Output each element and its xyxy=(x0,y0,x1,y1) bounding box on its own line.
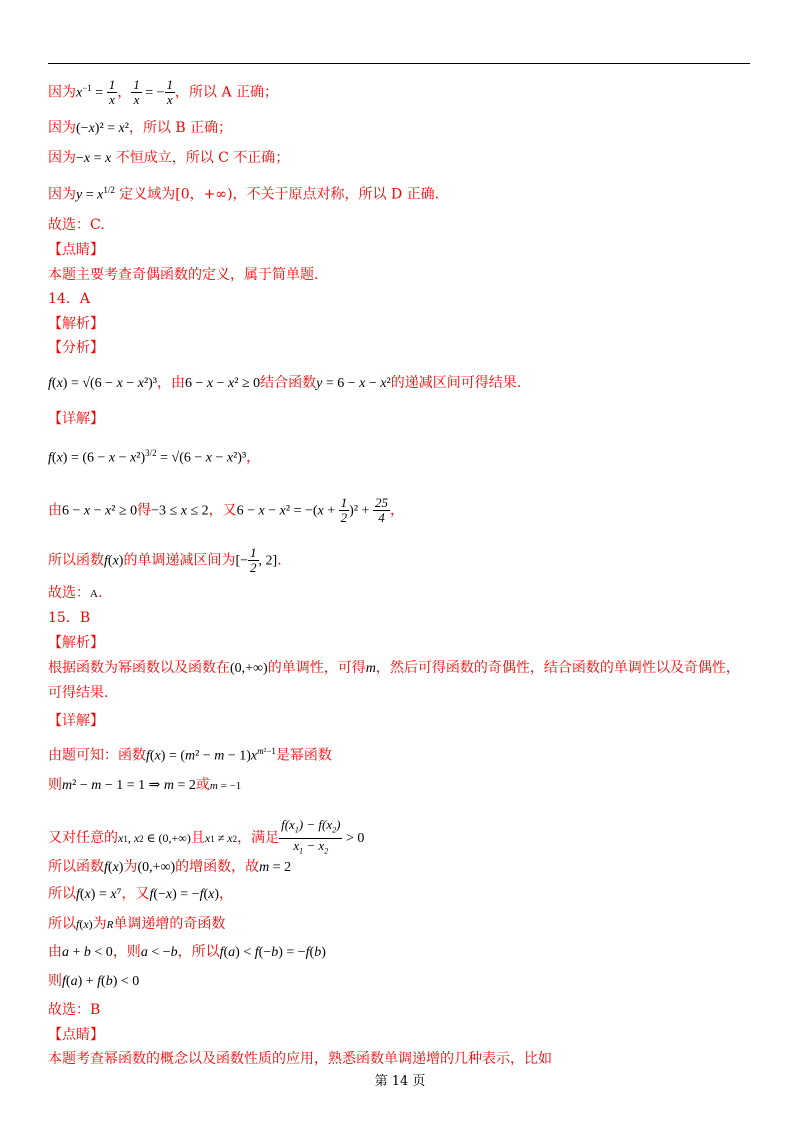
line-31: 【点睛】 xyxy=(48,1027,104,1043)
line-23: 则m² − m − 1 = 1 ⇒ m = 2或m = −1 xyxy=(48,777,242,793)
line-25: 所以函数f(x)为(0,+∞)的增函数，故m = 2 xyxy=(48,859,292,875)
line-14: 由6 − x − x² ≥ 0得−3 ≤ x ≤ 2，又6 − x − x² = −(x + $\frac{1}{2}$ )² + $\frac{25}{4}$ ， xyxy=(48,495,404,525)
line-5: 故选：C. xyxy=(48,217,105,233)
line-2: 因为(−x)² = x²，所以 B 正确； xyxy=(48,120,233,136)
line-12: 【详解】 xyxy=(48,411,104,427)
line-6: 【点睛】 xyxy=(48,242,104,258)
header-rule xyxy=(48,63,750,64)
line-7: 本题主要考查奇偶函数的定义，属于简单题. xyxy=(48,267,319,283)
line-16: 故选：A. xyxy=(48,585,103,601)
line-22: 由题可知：函数$f(x) = (m^2 - m - 1)x^{m^2-1}$是幂函数 xyxy=(48,746,332,764)
line-1: 因为$x^{-1}$ = $\frac{1}{x}$ ， $\frac{1}{x}$ = − $\frac{1}{x}$ ，所以 A 正确； xyxy=(48,77,279,107)
line-4: 因为$y = x^{1/2}$ 定义域为[0，+∞)，不关于原点对称，所以 D 正确. xyxy=(48,185,440,203)
line-27: 所以f(x)为R单调递增的奇函数 xyxy=(48,916,226,932)
line-10: 【分析】 xyxy=(48,340,104,356)
line-19: 根据函数为幂函数以及函数在(0,+∞)的单调性，可得m，然后可得函数的奇偶性，结合函数的单调性以及奇偶性， xyxy=(48,660,740,676)
line-26: 所以f(x) = x⁷，又f(−x) = −f(x)， xyxy=(48,886,234,902)
line-8: 14．A xyxy=(48,291,90,307)
line-20: 可得结果. xyxy=(48,685,109,701)
line-28: 由a + b < 0，则a < −b，所以f(a) < f(−b) = −f(b) xyxy=(48,944,326,960)
line-17: 15．B xyxy=(48,610,91,626)
line-9: 【解析】 xyxy=(48,316,104,332)
line-11: f(x) = √(6 − x − x²)³，由6 − x − x² ≥ 0结合函数y = 6 − x − x²的递减区间可得结果. xyxy=(48,375,522,391)
line-13: $f(x) = (6 - x - x^2)^{3/2} = √(6 - x - x^2)^3$， xyxy=(48,448,261,466)
line-3: 因为−x = x 不恒成立，所以 C 不正确； xyxy=(48,150,290,166)
line-24: 又对任意的x1, x2 ∈ (0,+∞)且x1 ≠ x2，满足 $\frac{f(x_1) - f(x_2)}{x_1 - x_2}$ > 0 xyxy=(48,817,365,856)
line-29: 则f(a) + f(b) < 0 xyxy=(48,973,140,989)
line-18: 【解析】 xyxy=(48,635,104,651)
page-number: 第 14 页 xyxy=(374,1074,426,1089)
line-15: 所以函数f(x)的单调递减区间为[− $\frac{1}{2}$ , 2]. xyxy=(48,545,282,575)
line-32: 本题考查幂函数的概念以及函数性质的应用，熟悉函数单调递增的几种表示，比如 xyxy=(48,1051,552,1067)
line-30: 故选：B xyxy=(48,1002,101,1018)
line-21: 【详解】 xyxy=(48,713,104,729)
